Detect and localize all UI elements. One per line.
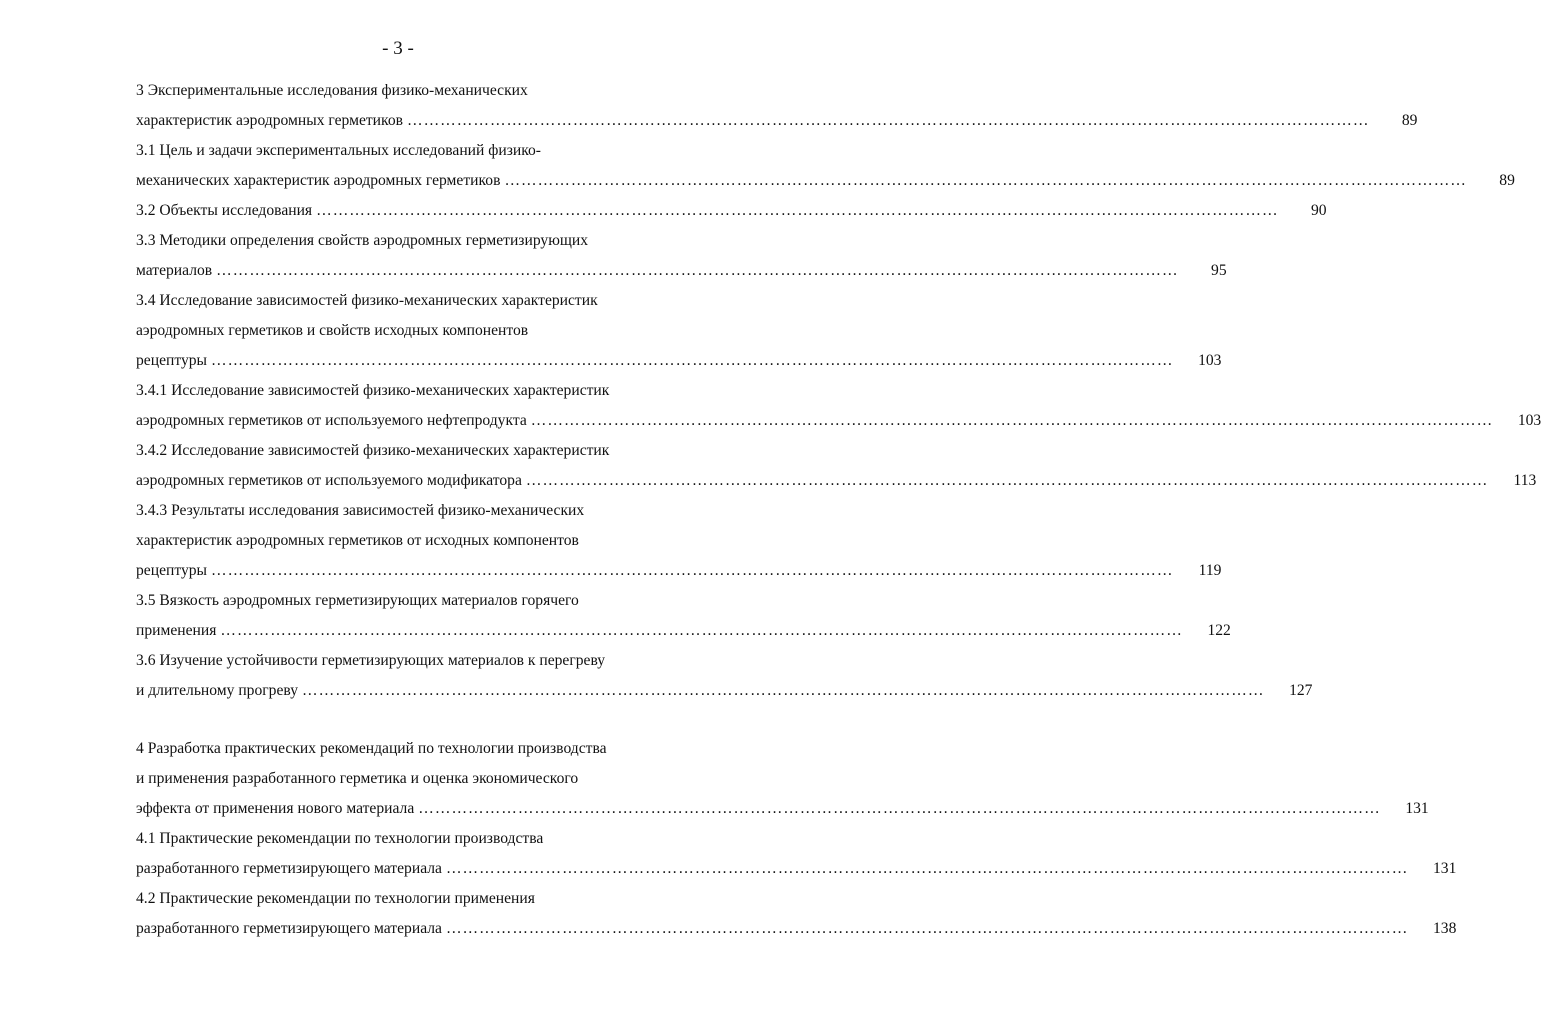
toc-page-number: 131: [1405, 800, 1429, 817]
toc-entry-last-line: [136, 256, 1227, 286]
toc-page-number: 103: [1517, 412, 1541, 429]
toc-entry-last-line: [136, 854, 1457, 884]
dot-leader: …………………………………………………………………………………………………………………………………………………………: [445, 920, 1409, 937]
dot-leader: …………………………………………………………………………………………………………………………………………………………: [316, 202, 1279, 219]
toc-entry-text: рецептуры: [136, 562, 208, 579]
toc-entry-text: 3 Экспериментальные исследования физико-механических: [136, 82, 528, 99]
toc-entry-3-4-1: [136, 376, 1541, 436]
toc-entry-text: и длительному прогреву: [136, 682, 299, 699]
toc-page-number: 127: [1289, 682, 1313, 699]
toc-entry-last-line: [136, 616, 1231, 646]
toc-entry-text: 3.4 Исследование зависимостей физико-механических характеристик: [136, 292, 598, 309]
toc-entry-last-line: [136, 556, 1222, 586]
toc-entry-last-line: [136, 166, 1515, 196]
toc-entry-text: аэродромных герметиков от используемого модификатора: [136, 472, 522, 489]
toc-page-number: 95: [1211, 262, 1227, 279]
toc-page-number: 89: [1499, 172, 1515, 189]
toc-entry-3-6: [136, 646, 1313, 706]
toc-entry-text: материалов: [136, 262, 213, 279]
toc-page-number: 122: [1207, 622, 1231, 639]
toc-entry-text: аэродромных герметиков и свойств исходных компонентов: [136, 322, 529, 339]
toc-entry-4-2: [136, 884, 1457, 944]
dot-leader: …………………………………………………………………………………………………………………………………………………………: [445, 860, 1409, 877]
toc-entry-3-2: [136, 196, 1327, 226]
toc-entry-last-line: [136, 406, 1541, 436]
toc-entry-3: [136, 76, 1418, 136]
toc-entry-text: 4 Разработка практических рекомендаций по технологии производства: [136, 740, 607, 757]
dot-leader: …………………………………………………………………………………………………………………………………………………………: [530, 412, 1494, 429]
toc-entry-text: аэродромных герметиков от используемого нефтепродукта: [136, 412, 527, 429]
dot-leader: …………………………………………………………………………………………………………………………………………………………: [211, 562, 1174, 579]
toc-entry-3-3: [136, 226, 1227, 286]
toc-page-number: 90: [1310, 202, 1327, 219]
toc-entry-text: 3.4.3 Результаты исследования зависимостей физико-механических: [136, 502, 585, 519]
dot-leader: …………………………………………………………………………………………………………………………………………………………: [220, 622, 1183, 639]
toc-entry-3-4: [136, 286, 1222, 376]
toc-entry-3-4-2: [136, 436, 1537, 496]
toc-entry-text: характеристик аэродромных герметиков: [136, 112, 403, 129]
toc-entry-3-1: [136, 136, 1515, 196]
dot-leader: …………………………………………………………………………………………………………………………………………………………: [211, 352, 1174, 369]
toc-entry-text: 3.3 Методики определения свойств аэродромных герметизирующих: [136, 232, 589, 249]
dot-leader: …………………………………………………………………………………………………………………………………………………………: [216, 262, 1179, 279]
toc-entry-text: 3.1 Цель и задачи экспериментальных исследований физико-: [136, 142, 541, 159]
toc-entry-text: 4.1 Практические рекомендации по технологии производства: [136, 830, 544, 847]
toc-entry-3-5: [136, 586, 1231, 646]
dot-leader: …………………………………………………………………………………………………………………………………………………………: [504, 172, 1467, 189]
toc-entry-text: 3.6 Изучение устойчивости герметизирующих материалов к перегреву: [136, 652, 606, 669]
toc-entry-text: 3.2 Объекты исследования: [136, 202, 313, 219]
dot-leader: …………………………………………………………………………………………………………………………………………………………: [302, 682, 1265, 699]
toc-entry-text: 3.5 Вязкость аэродромных герметизирующих материалов горячего: [136, 592, 579, 609]
toc-entry-last-line: [136, 196, 1327, 226]
toc-entry-last-line: [136, 466, 1537, 496]
toc-page-number: 138: [1433, 920, 1457, 937]
toc-entry-text: механических характеристик аэродромных герметиков: [136, 172, 501, 189]
toc-entry-4-1: [136, 824, 1457, 884]
toc-page-number: 113: [1513, 472, 1537, 489]
dot-leader: …………………………………………………………………………………………………………………………………………………………: [406, 112, 1370, 129]
toc-entry-text: и применения разработанного герметика и оценка экономического: [136, 770, 579, 787]
toc-entry-last-line: [136, 346, 1222, 376]
toc-entry-text: характеристик аэродромных герметиков от исходных компонентов: [136, 532, 579, 549]
table-of-contents: [136, 76, 1541, 944]
toc-entry-last-line: [136, 794, 1429, 824]
page-number: - 3 -: [382, 38, 414, 59]
toc-entry-text: 3.4.2 Исследование зависимостей физико-механических характеристик: [136, 442, 610, 459]
toc-entry-text: разработанного герметизирующего материала: [136, 860, 442, 877]
toc-entry-last-line: [136, 914, 1457, 944]
dot-leader: …………………………………………………………………………………………………………………………………………………………: [525, 472, 1489, 489]
toc-page-number: 131: [1433, 860, 1457, 877]
dot-leader: …………………………………………………………………………………………………………………………………………………………: [418, 800, 1381, 817]
toc-entry-text: применения: [136, 622, 217, 639]
toc-entry-3-4-3: [136, 496, 1222, 586]
toc-page-number: 89: [1401, 112, 1418, 129]
toc-entry-text: рецептуры: [136, 352, 208, 369]
toc-entry-text: разработанного герметизирующего материала: [136, 920, 442, 937]
toc-page-number: 119: [1198, 562, 1222, 579]
toc-entry-4: [136, 734, 1429, 824]
toc-entry-last-line: [136, 676, 1313, 706]
toc-page-number: 103: [1198, 352, 1222, 369]
toc-entry-text: 4.2 Практические рекомендации по технологии применения: [136, 890, 535, 907]
toc-entry-text: 3.4.1 Исследование зависимостей физико-механических характеристик: [136, 382, 610, 399]
toc-entry-last-line: [136, 106, 1418, 136]
toc-entry-text: эффекта от применения нового материала: [136, 800, 415, 817]
